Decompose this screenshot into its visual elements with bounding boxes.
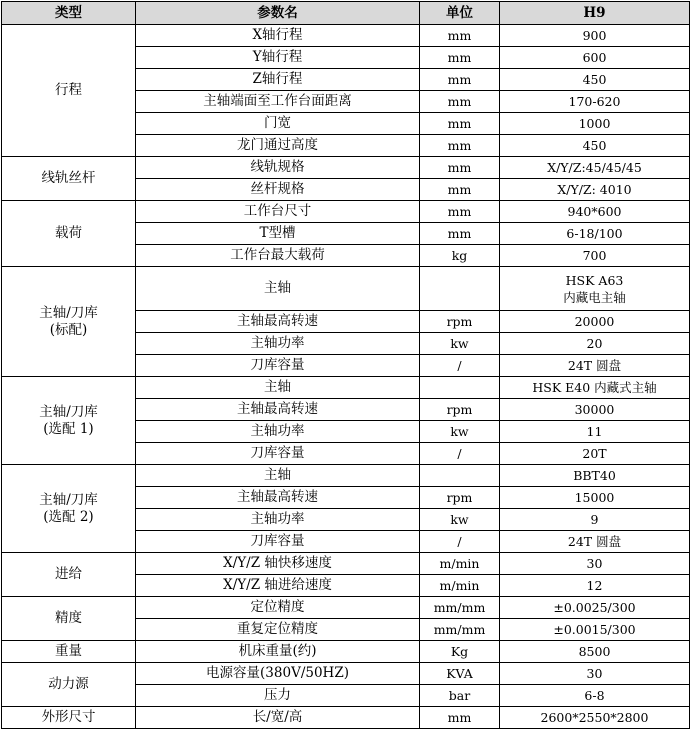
param-cell: 刀库容量 xyxy=(136,531,420,553)
param-cell: 主轴 xyxy=(136,465,420,487)
unit-cell: mm xyxy=(420,47,500,69)
spec-table xyxy=(1,1,690,729)
param-cell: Z轴行程 xyxy=(136,69,420,91)
value-cell: 2600*2550*2800 xyxy=(500,707,690,729)
value-cell: 15000 xyxy=(500,487,690,509)
unit-cell: mm xyxy=(420,201,500,223)
unit-cell: mm xyxy=(420,179,500,201)
unit-cell: mm/mm xyxy=(420,597,500,619)
value-cell: 170-620 xyxy=(500,91,690,113)
param-cell: 主轴 xyxy=(136,377,420,399)
table-row xyxy=(2,377,690,399)
table-row xyxy=(2,201,690,223)
unit-cell xyxy=(420,267,500,311)
header-row xyxy=(2,2,690,25)
param-cell: 工作台最大载荷 xyxy=(136,245,420,267)
value-cell: 900 xyxy=(500,25,690,47)
param-cell: 丝杆规格 xyxy=(136,179,420,201)
table-row xyxy=(2,597,690,619)
param-cell: 压力 xyxy=(136,685,420,707)
header-category: 类型 xyxy=(2,2,136,25)
value-cell: 20 xyxy=(500,333,690,355)
value-cell: 24T 圆盘 xyxy=(500,355,690,377)
table-row xyxy=(2,267,690,311)
category-cell: 线轨丝杆 xyxy=(2,157,136,201)
category-cell: 外形尺寸 xyxy=(2,707,136,729)
unit-cell: mm xyxy=(420,157,500,179)
value-cell: 12 xyxy=(500,575,690,597)
param-cell: 主轴功率 xyxy=(136,421,420,443)
unit-cell: rpm xyxy=(420,311,500,333)
param-cell: T型槽 xyxy=(136,223,420,245)
unit-cell: rpm xyxy=(420,399,500,421)
param-cell: 主轴最高转速 xyxy=(136,487,420,509)
value-cell: ±0.0025/300 xyxy=(500,597,690,619)
value-cell: BBT40 xyxy=(500,465,690,487)
header-unit: 单位 xyxy=(420,2,500,25)
param-cell: 龙门通过高度 xyxy=(136,135,420,157)
unit-cell: mm xyxy=(420,25,500,47)
category-cell: 精度 xyxy=(2,597,136,641)
category-cell: 行程 xyxy=(2,25,136,157)
value-cell: 6-8 xyxy=(500,685,690,707)
value-cell: 30 xyxy=(500,663,690,685)
param-cell: 主轴功率 xyxy=(136,333,420,355)
param-cell: 主轴功率 xyxy=(136,509,420,531)
category-cell: 载荷 xyxy=(2,201,136,267)
unit-cell: / xyxy=(420,443,500,465)
param-cell: 电源容量(380V/50HZ) xyxy=(136,663,420,685)
value-cell: 450 xyxy=(500,69,690,91)
value-cell: 20000 xyxy=(500,311,690,333)
param-cell: 机床重量(约) xyxy=(136,641,420,663)
header-param: 参数名 xyxy=(136,2,420,25)
value-cell: ±0.0015/300 xyxy=(500,619,690,641)
param-cell: 主轴最高转速 xyxy=(136,311,420,333)
param-cell: 长/宽/高 xyxy=(136,707,420,729)
value-cell: 700 xyxy=(500,245,690,267)
unit-cell: mm xyxy=(420,113,500,135)
table-row xyxy=(2,641,690,663)
value-cell: 1000 xyxy=(500,113,690,135)
unit-cell: bar xyxy=(420,685,500,707)
unit-cell: mm xyxy=(420,135,500,157)
param-cell: 刀库容量 xyxy=(136,443,420,465)
unit-cell xyxy=(420,377,500,399)
unit-cell: mm xyxy=(420,707,500,729)
category-cell: 进给 xyxy=(2,553,136,597)
unit-cell: mm xyxy=(420,91,500,113)
table-row xyxy=(2,25,690,47)
category-cell: 主轴/刀库 (标配) xyxy=(2,267,136,377)
unit-cell: kw xyxy=(420,333,500,355)
value-cell: 30000 xyxy=(500,399,690,421)
category-cell: 主轴/刀库 (选配 1) xyxy=(2,377,136,465)
value-cell: 450 xyxy=(500,135,690,157)
value-cell: 940*600 xyxy=(500,201,690,223)
param-cell: 门宽 xyxy=(136,113,420,135)
unit-cell: mm xyxy=(420,69,500,91)
category-cell: 主轴/刀库 (选配 2) xyxy=(2,465,136,553)
unit-cell: kw xyxy=(420,509,500,531)
table-row xyxy=(2,553,690,575)
unit-cell: rpm xyxy=(420,487,500,509)
unit-cell: mm/mm xyxy=(420,619,500,641)
table-row xyxy=(2,465,690,487)
value-cell: 11 xyxy=(500,421,690,443)
param-cell: 重复定位精度 xyxy=(136,619,420,641)
unit-cell: kg xyxy=(420,245,500,267)
param-cell: X/Y/Z 轴快移速度 xyxy=(136,553,420,575)
value-cell: 30 xyxy=(500,553,690,575)
value-cell: X/Y/Z:45/45/45 xyxy=(500,157,690,179)
table-row xyxy=(2,707,690,729)
unit-cell: mm xyxy=(420,223,500,245)
header-model: H9 xyxy=(500,2,690,25)
param-cell: 主轴 xyxy=(136,267,420,311)
param-cell: 主轴端面至工作台面距离 xyxy=(136,91,420,113)
param-cell: 主轴最高转速 xyxy=(136,399,420,421)
category-cell: 重量 xyxy=(2,641,136,663)
unit-cell: / xyxy=(420,355,500,377)
value-cell: 20T xyxy=(500,443,690,465)
unit-cell: Kg xyxy=(420,641,500,663)
table-row xyxy=(2,157,690,179)
value-cell: 6-18/100 xyxy=(500,223,690,245)
param-cell: 定位精度 xyxy=(136,597,420,619)
unit-cell xyxy=(420,465,500,487)
param-cell: Y轴行程 xyxy=(136,47,420,69)
param-cell: 工作台尺寸 xyxy=(136,201,420,223)
value-cell: 600 xyxy=(500,47,690,69)
value-cell: X/Y/Z: 4010 xyxy=(500,179,690,201)
param-cell: X轴行程 xyxy=(136,25,420,47)
value-cell: HSK A63 内藏电主轴 xyxy=(500,267,690,311)
value-cell: 9 xyxy=(500,509,690,531)
param-cell: 线轨规格 xyxy=(136,157,420,179)
unit-cell: kw xyxy=(420,421,500,443)
value-cell: 8500 xyxy=(500,641,690,663)
unit-cell: KVA xyxy=(420,663,500,685)
unit-cell: m/min xyxy=(420,553,500,575)
value-cell: 24T 圆盘 xyxy=(500,531,690,553)
category-cell: 动力源 xyxy=(2,663,136,707)
param-cell: X/Y/Z 轴进给速度 xyxy=(136,575,420,597)
value-cell: HSK E40 内藏式主轴 xyxy=(500,377,690,399)
param-cell: 刀库容量 xyxy=(136,355,420,377)
spec-body xyxy=(2,25,690,729)
table-row xyxy=(2,663,690,685)
unit-cell: m/min xyxy=(420,575,500,597)
unit-cell: / xyxy=(420,531,500,553)
